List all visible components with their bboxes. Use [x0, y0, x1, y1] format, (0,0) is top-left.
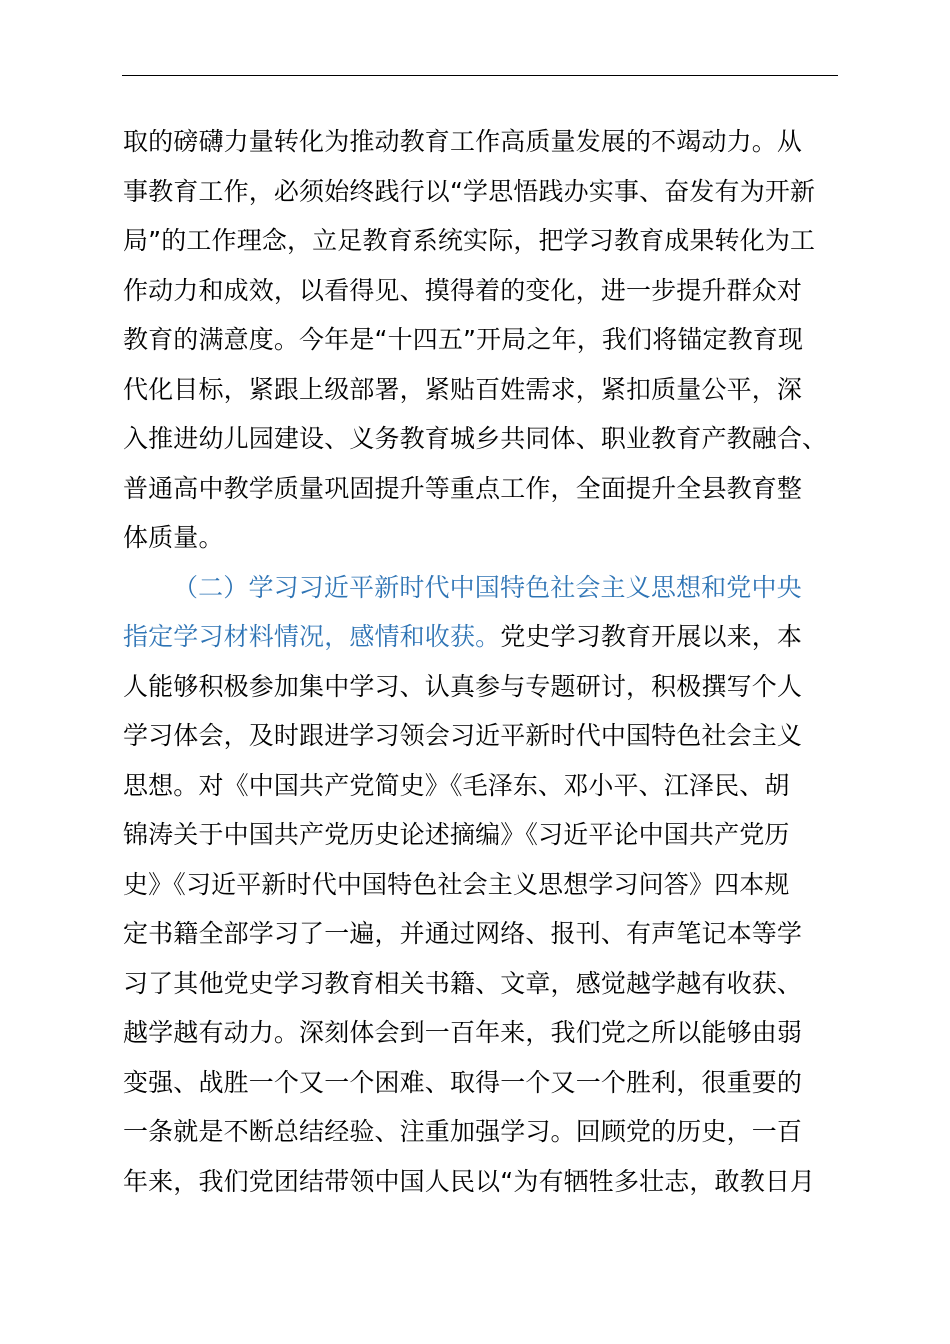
- text-line: 入推进幼儿园建设、义务教育城乡共同体、职业教育产教融合、: [123, 424, 828, 453]
- text-line: 定书籍全部学习了一遍，并通过网络、报刊、有声笔记本等学: [123, 919, 803, 948]
- text-line: 作动力和成效，以看得见、摸得着的变化，进一步提升群众对: [123, 275, 803, 305]
- text-line: 史》《习近平新时代中国特色社会主义思想学习问答》四本规: [123, 869, 790, 899]
- section-heading-tail: 指定学习材料情况，感情和收获。: [123, 622, 501, 651]
- paragraph-start: 党史学习教育开展以来，本: [500, 622, 803, 651]
- text-line: 越学越有动力。深刻体会到一百年来，我们党之所以能够由弱: [123, 1018, 803, 1047]
- text-line: 一条就是不断总结经验、注重加强学习。回顾党的历史，一百: [123, 1117, 803, 1146]
- text-line: 思想。对《中国共产党简史》《毛泽东、邓小平、江泽民、胡: [123, 770, 790, 800]
- section-heading: （二）学习习近平新时代中国特色社会主义思想和党中央: [173, 572, 802, 602]
- text-line: 锦涛关于中国共产党历史论述摘编》《习近平论中国共产党历: [123, 820, 790, 849]
- text-line: 习了其他党史学习教育相关书籍、文章，感觉越学越有收获、: [123, 968, 803, 998]
- header-rule: [122, 75, 838, 76]
- text-line: 事教育工作，必须始终践行以“学思悟践办实事、奋发有为开新: [123, 176, 816, 206]
- text-line: 年来，我们党团结带领中国人民以“为有牺牲多壮志，敢教日月: [123, 1166, 816, 1196]
- text-line: 取的磅礴力量转化为推动教育工作高质量发展的不竭动力。从: [123, 127, 803, 156]
- text-line: 教育的满意度。今年是“十四五”开局之年，我们将锚定教育现: [123, 325, 804, 354]
- text-line: 局”的工作理念，立足教育系统实际，把学习教育成果转化为工: [123, 226, 816, 255]
- section-heading-continued: [123, 612, 839, 662]
- text-line: 学习体会，及时跟进学习领会习近平新时代中国特色社会主义: [123, 721, 803, 750]
- text-line: 体质量。: [123, 523, 224, 552]
- document-body: [123, 117, 839, 1206]
- text-line: 变强、战胜一个又一个困难、取得一个又一个胜利，很重要的: [123, 1067, 803, 1097]
- text-line: 人能够积极参加集中学习、认真参与专题研讨，积极撰写个人: [123, 671, 803, 701]
- text-line: 代化目标，紧跟上级部署，紧贴百姓需求，紧扣质量公平，深: [123, 374, 803, 404]
- text-line: 普通高中教学质量巩固提升等重点工作，全面提升全县教育整: [123, 473, 803, 503]
